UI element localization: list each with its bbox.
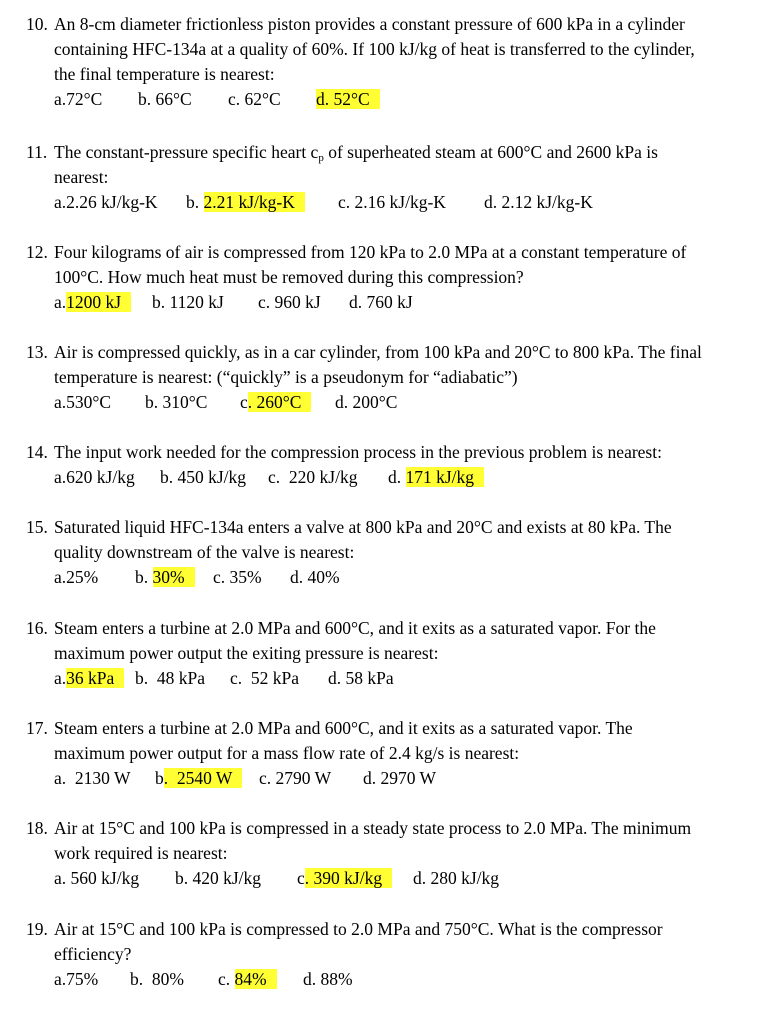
question-number: 16.	[26, 618, 48, 638]
question-text-line: temperature is nearest: (“quickly” is a pseudonym for “adiabatic”)	[54, 367, 518, 387]
answer-option-c[interactable]	[259, 768, 331, 789]
option-label: b.	[152, 292, 166, 312]
option-label: c.	[258, 292, 271, 312]
question-number: 10.	[26, 14, 48, 34]
question-number: 18.	[26, 818, 48, 838]
answer-option-b[interactable]	[155, 768, 242, 789]
answer-option-a[interactable]	[54, 467, 135, 488]
answer-option-c[interactable]	[230, 668, 299, 689]
option-label: d.	[328, 668, 342, 688]
option-value: 760 kJ	[362, 292, 413, 312]
question-number: 14.	[26, 442, 48, 462]
option-value: 40%	[303, 567, 340, 587]
question-text: of superheated steam at 600°C and 2600 kPa is	[323, 142, 658, 162]
answer-option-d[interactable]	[335, 392, 397, 413]
option-label: d.	[303, 969, 317, 989]
option-value: 58 kPa	[341, 668, 394, 688]
question-text-line: The input work needed for the compression process in the previous problem is nearest:	[54, 442, 662, 462]
question-text-line: containing HFC-134a at a quality of 60%. If 100 kJ/kg of heat is transferred to the cylinder,	[54, 39, 695, 59]
option-label: d.	[363, 768, 377, 788]
option-label: d.	[335, 392, 349, 412]
option-label: a.	[54, 969, 67, 989]
option-value: 310°C	[158, 392, 208, 412]
highlighted-answer: . 390 kJ/kg	[305, 868, 392, 888]
option-label: b.	[145, 392, 159, 412]
highlighted-answer: 30%	[153, 567, 195, 587]
highlighted-answer: 52°C	[329, 89, 380, 109]
answer-option-a[interactable]	[54, 668, 124, 689]
answer-option-c[interactable]	[218, 969, 277, 990]
option-label: a.	[54, 89, 67, 109]
question-text-line: Air is compressed quickly, as in a car cylinder, from 100 kPa and 20°C to 800 kPa. The final	[54, 342, 702, 362]
answer-option-c[interactable]	[297, 868, 392, 889]
option-value: 280 kJ/kg	[426, 868, 500, 888]
question-text-line: Four kilograms of air is compressed from 120 kPa to 2.0 MPa at a constant temperature of	[54, 242, 687, 262]
answer-option-a[interactable]	[54, 89, 102, 110]
option-value: 420 kJ/kg	[188, 868, 262, 888]
answer-option-b[interactable]	[186, 192, 305, 213]
question-number: 11.	[26, 142, 48, 162]
question-text-line: Steam enters a turbine at 2.0 MPa and 600°C, and it exits as a saturated vapor. The	[54, 718, 633, 738]
option-label: d.	[349, 292, 363, 312]
answer-option-b[interactable]	[145, 392, 207, 413]
highlighted-answer: . 260°C	[248, 392, 312, 412]
option-value: 25%	[66, 567, 99, 587]
answer-option-c[interactable]	[338, 192, 446, 213]
option-value: 220 kJ/kg	[280, 467, 358, 487]
highlighted-answer: 2.21 kJ/kg-K	[204, 192, 305, 212]
highlighted-answer: 36 kPa	[66, 668, 124, 688]
subscript: p	[318, 152, 324, 164]
question-text-line: 100°C. How much heat must be removed during this compression?	[54, 267, 524, 287]
option-label: b	[155, 768, 164, 788]
option-value: 560 kJ/kg	[66, 868, 140, 888]
question-text-line: maximum power output for a mass flow rate of 2.4 kg/s is nearest:	[54, 743, 520, 763]
question-number: 15.	[26, 517, 48, 537]
option-label: c.	[338, 192, 351, 212]
answer-option-a[interactable]	[54, 192, 158, 213]
option-label: c.	[230, 668, 243, 688]
answer-option-d[interactable]	[290, 567, 340, 588]
answer-option-d[interactable]	[349, 292, 413, 313]
option-label: b.	[130, 969, 144, 989]
option-label: d.	[290, 567, 304, 587]
option-label: a.	[54, 567, 67, 587]
answer-option-d[interactable]	[484, 192, 593, 213]
highlighted-answer: 1200 kJ	[66, 292, 131, 312]
option-value: 52 kPa	[242, 668, 300, 688]
option-label: b.	[186, 192, 204, 212]
option-value: 1120 kJ	[165, 292, 224, 312]
answer-option-d[interactable]	[413, 868, 499, 889]
question-number: 13.	[26, 342, 48, 362]
option-label: d.	[484, 192, 498, 212]
option-label: a.	[54, 392, 67, 412]
option-value: 2.26 kJ/kg-K	[66, 192, 158, 212]
answer-option-d[interactable]	[316, 89, 380, 110]
question-text-line: the final temperature is nearest:	[54, 64, 275, 84]
question-text-line: maximum power output the exiting pressure is nearest:	[54, 643, 439, 663]
answer-option-c[interactable]	[240, 392, 311, 413]
option-label: d.	[388, 467, 406, 487]
option-label: c.	[268, 467, 281, 487]
option-value: 530°C	[66, 392, 112, 412]
question-text-line: nearest:	[54, 167, 109, 187]
highlighted-answer: . 2540 W	[164, 768, 243, 788]
option-label: a.	[54, 467, 67, 487]
answer-option-d[interactable]	[303, 969, 353, 990]
answer-option-b[interactable]	[130, 969, 184, 990]
option-label: d.	[316, 89, 330, 109]
option-label: c.	[213, 567, 226, 587]
answer-option-d[interactable]	[363, 768, 436, 789]
option-label: c	[240, 392, 248, 412]
question-text-line: efficiency?	[54, 944, 132, 964]
option-value: 62°C	[240, 89, 281, 109]
question-text-line: quality downstream of the valve is nearest:	[54, 542, 355, 562]
option-value: 66°C	[151, 89, 192, 109]
option-label: b.	[175, 868, 189, 888]
question-text: The constant-pressure specific heart c	[54, 142, 319, 162]
option-label: c.	[218, 969, 235, 989]
highlighted-answer: 171 kJ/kg	[406, 467, 485, 487]
answer-option-b[interactable]	[175, 868, 261, 889]
question-number: 17.	[26, 718, 48, 738]
question-number: 12.	[26, 242, 48, 262]
option-label: c.	[259, 768, 272, 788]
option-value: 620 kJ/kg	[66, 467, 135, 487]
option-value: 88%	[316, 969, 353, 989]
question-text-line: Saturated liquid HFC-134a enters a valve at 800 kPa and 20°C and exists at 80 kPa. The	[54, 517, 672, 537]
answer-option-c[interactable]	[258, 292, 321, 313]
answer-option-d[interactable]	[388, 467, 484, 488]
option-value: 2790 W	[271, 768, 332, 788]
option-value: 2.12 kJ/kg-K	[497, 192, 593, 212]
option-value: 960 kJ	[270, 292, 321, 312]
option-label: a.	[54, 192, 67, 212]
option-label: a.	[54, 868, 67, 888]
option-value: 72°C	[66, 89, 103, 109]
answer-option-b[interactable]	[152, 292, 224, 313]
option-value: 48 kPa	[148, 668, 205, 688]
answer-option-d[interactable]	[328, 668, 394, 689]
option-value: 450 kJ/kg	[173, 467, 247, 487]
option-value: 80%	[143, 969, 184, 989]
option-value: 2.16 kJ/kg-K	[350, 192, 446, 212]
option-label: a.	[54, 292, 67, 312]
answer-option-a[interactable]	[54, 392, 111, 413]
answer-option-a[interactable]	[54, 567, 98, 588]
option-value: 35%	[225, 567, 262, 587]
answer-option-a[interactable]	[54, 969, 98, 990]
answer-option-b[interactable]	[135, 567, 195, 588]
answer-option-b[interactable]	[138, 89, 192, 110]
question-text-line: Steam enters a turbine at 2.0 MPa and 600°C, and it exits as a saturated vapor. For the	[54, 618, 656, 638]
answer-option-c[interactable]	[228, 89, 281, 110]
option-label: b.	[160, 467, 174, 487]
answer-option-a[interactable]	[54, 292, 131, 313]
option-label: a.	[54, 768, 67, 788]
answer-option-a[interactable]	[54, 768, 130, 789]
answer-option-b[interactable]	[160, 467, 246, 488]
option-label: c	[297, 868, 305, 888]
answer-option-c[interactable]	[213, 567, 262, 588]
question-text-line: Air at 15°C and 100 kPa is compressed in a steady state process to 2.0 MPa. The minimum	[54, 818, 692, 838]
option-value: 2970 W	[376, 768, 437, 788]
question-text-line: Air at 15°C and 100 kPa is compressed to 2.0 MPa and 750°C. What is the compressor	[54, 919, 663, 939]
answer-option-c[interactable]	[268, 467, 357, 488]
option-label: d.	[413, 868, 427, 888]
option-label: b.	[135, 668, 149, 688]
highlighted-answer: 84%	[235, 969, 277, 989]
question-text-line	[54, 142, 658, 163]
question-number: 19.	[26, 919, 48, 939]
option-label: b.	[135, 567, 153, 587]
option-value: 200°C	[348, 392, 398, 412]
answer-option-b[interactable]	[135, 668, 205, 689]
option-label: b.	[138, 89, 152, 109]
option-label: a.	[54, 668, 67, 688]
question-text-line: work required is nearest:	[54, 843, 228, 863]
question-text-line: An 8-cm diameter frictionless piston provides a constant pressure of 600 kPa in a cylinder	[54, 14, 685, 34]
option-value: 2130 W	[66, 768, 131, 788]
answer-option-a[interactable]	[54, 868, 139, 889]
option-label: c.	[228, 89, 241, 109]
option-value: 75%	[66, 969, 99, 989]
